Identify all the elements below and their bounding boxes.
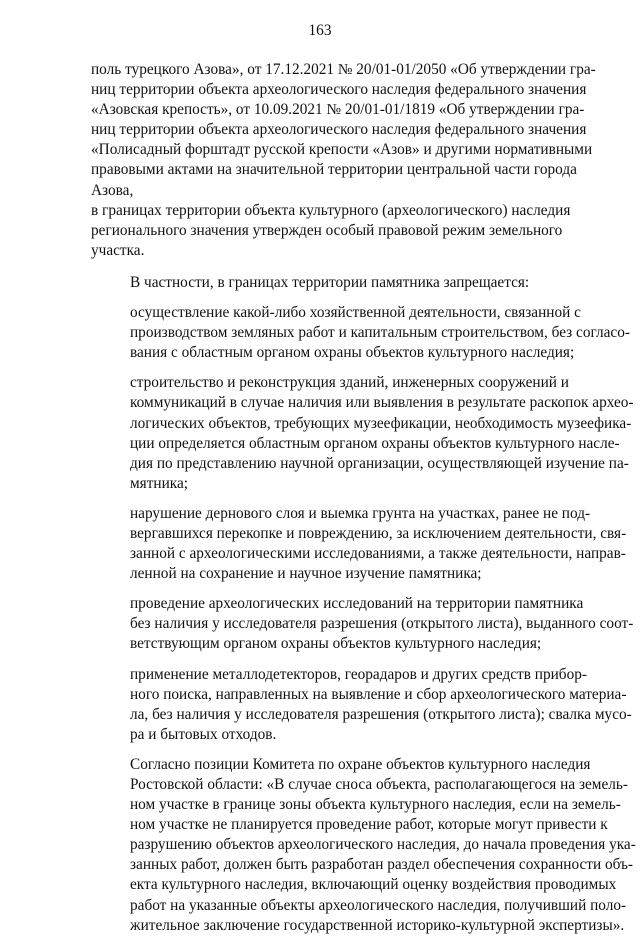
text-line: вания с областным органом охраны объектов культурного наследия;: [130, 344, 575, 362]
paragraph-prohibition-soil-disturbance: [91, 504, 627, 584]
text-line: ра и бытовых отходов.: [130, 725, 277, 743]
text-line: мятника;: [130, 474, 189, 492]
text-line: ветствующим органом охраны объектов культурного наследия;: [130, 635, 542, 653]
document-body: [91, 60, 636, 936]
text-line: Согласно позиции Комитета по охране объектов культурного наследия: [130, 755, 591, 773]
text-line: занной с археологическими исследованиями, а также деятельности, направ-: [130, 545, 626, 563]
text-line: коммуникаций в случае наличия или выявления в результате раскопок архео-: [130, 394, 634, 412]
text-line: дия по представлению научной организации, осуществляющей изучение па-: [130, 454, 629, 472]
text-line: разрушению объектов археологического наследия, до начала проведения ука-: [130, 836, 636, 854]
text-line: производством земляных работ и капитальным строительством, без согласо-: [130, 324, 630, 342]
paragraph-prohibition-research: [91, 594, 634, 654]
paragraph-prohibitions-intro: [91, 273, 547, 293]
text-line: применение металлодетекторов, георадаров и других средств прибор-: [130, 665, 587, 683]
text-line: ном участке не планируется проведение работ, которые могут привести к: [130, 816, 608, 834]
text-line: екта культурного наследия, включающий оценку воздействия проводимых: [130, 876, 617, 894]
text-line: в границах территории объекта культурного (археологического) наследия: [91, 201, 571, 219]
text-line: поль турецкого Азова», от 17.12.2021 № 20/01-01/2050 «Об утверждении гра-: [91, 61, 596, 78]
text-line: ниц территории объекта археологического наследия федерального значения: [91, 121, 587, 139]
text-line: строительство и реконструкция зданий, инженерных сооружений и: [130, 374, 569, 392]
text-line: вергавшихся перекопке и повреждению, за исключением деятельности, свя-: [130, 524, 627, 542]
text-line: работ на указанные объекты археологического наследия, получивший поло-: [130, 896, 627, 914]
text-line: ного поиска, направленных на выявление и сбор археологического материа-: [130, 685, 627, 703]
text-line: «Полисадный форштадт русской крепости «Азов» и другими нормативными: [91, 141, 593, 159]
text-line: проведение археологических исследований на территории памятника: [130, 595, 584, 613]
text-line: ниц территории объекта археологического наследия федерального значения: [91, 81, 587, 99]
text-line: «Азовская крепость», от 10.09.2021 № 20/01-01/1819 «Об утверждении гра-: [91, 101, 585, 119]
text-line: ном участке в границе зоны объекта культурного наследия, если на земель-: [130, 796, 621, 814]
paragraph-committee-position: [91, 755, 636, 936]
paragraph-prohibition-metal-detectors: [91, 665, 632, 745]
paragraph-special-regime: [91, 201, 571, 261]
text-line: регионального значения утвержден особый правовой режим земельного: [91, 221, 563, 239]
text-line: правовыми актами на значительной территории центральной части города: [91, 161, 577, 179]
text-line: жительное заключение государственной историко-культурной экспертизы».: [130, 916, 625, 934]
text-line: без наличия у исследователя разрешения (открытого листа), выданного соот-: [130, 615, 634, 633]
page-number: 163: [308, 22, 332, 39]
text-line: логических объектов, требующих музеефикации, необходимость музеефика-: [130, 414, 632, 432]
text-line: Ростовской области: «В случае сноса объекта, располагающегося на земель-: [130, 776, 628, 793]
text-line: занных работ, должен быть разработан раздел обеспечения сохранности объ-: [130, 856, 634, 874]
text-line: ции определяется областным органом охраны объектов культурного насле-: [130, 434, 620, 452]
paragraph-azov-boundaries: [91, 60, 596, 201]
text-line: осуществление какой-либо хозяйственной деятельности, связанной с: [130, 304, 581, 322]
text-line: ленной на сохранение и научное изучение памятника;: [130, 565, 482, 583]
paragraph-prohibition-construction: [91, 373, 634, 494]
paragraph-prohibition-economic-activity: [91, 303, 630, 363]
text-line: В частности, в границах территории памятника запрещается:: [130, 273, 530, 291]
text-line: нарушение дернового слоя и выемка грунта на участках, ранее не под-: [130, 504, 591, 522]
text-line: участка.: [91, 241, 145, 259]
text-line: Азова,: [91, 181, 134, 199]
text-line: ла, без наличия у исследователя разрешения (открытого листа); свалка мусо-: [130, 705, 632, 723]
